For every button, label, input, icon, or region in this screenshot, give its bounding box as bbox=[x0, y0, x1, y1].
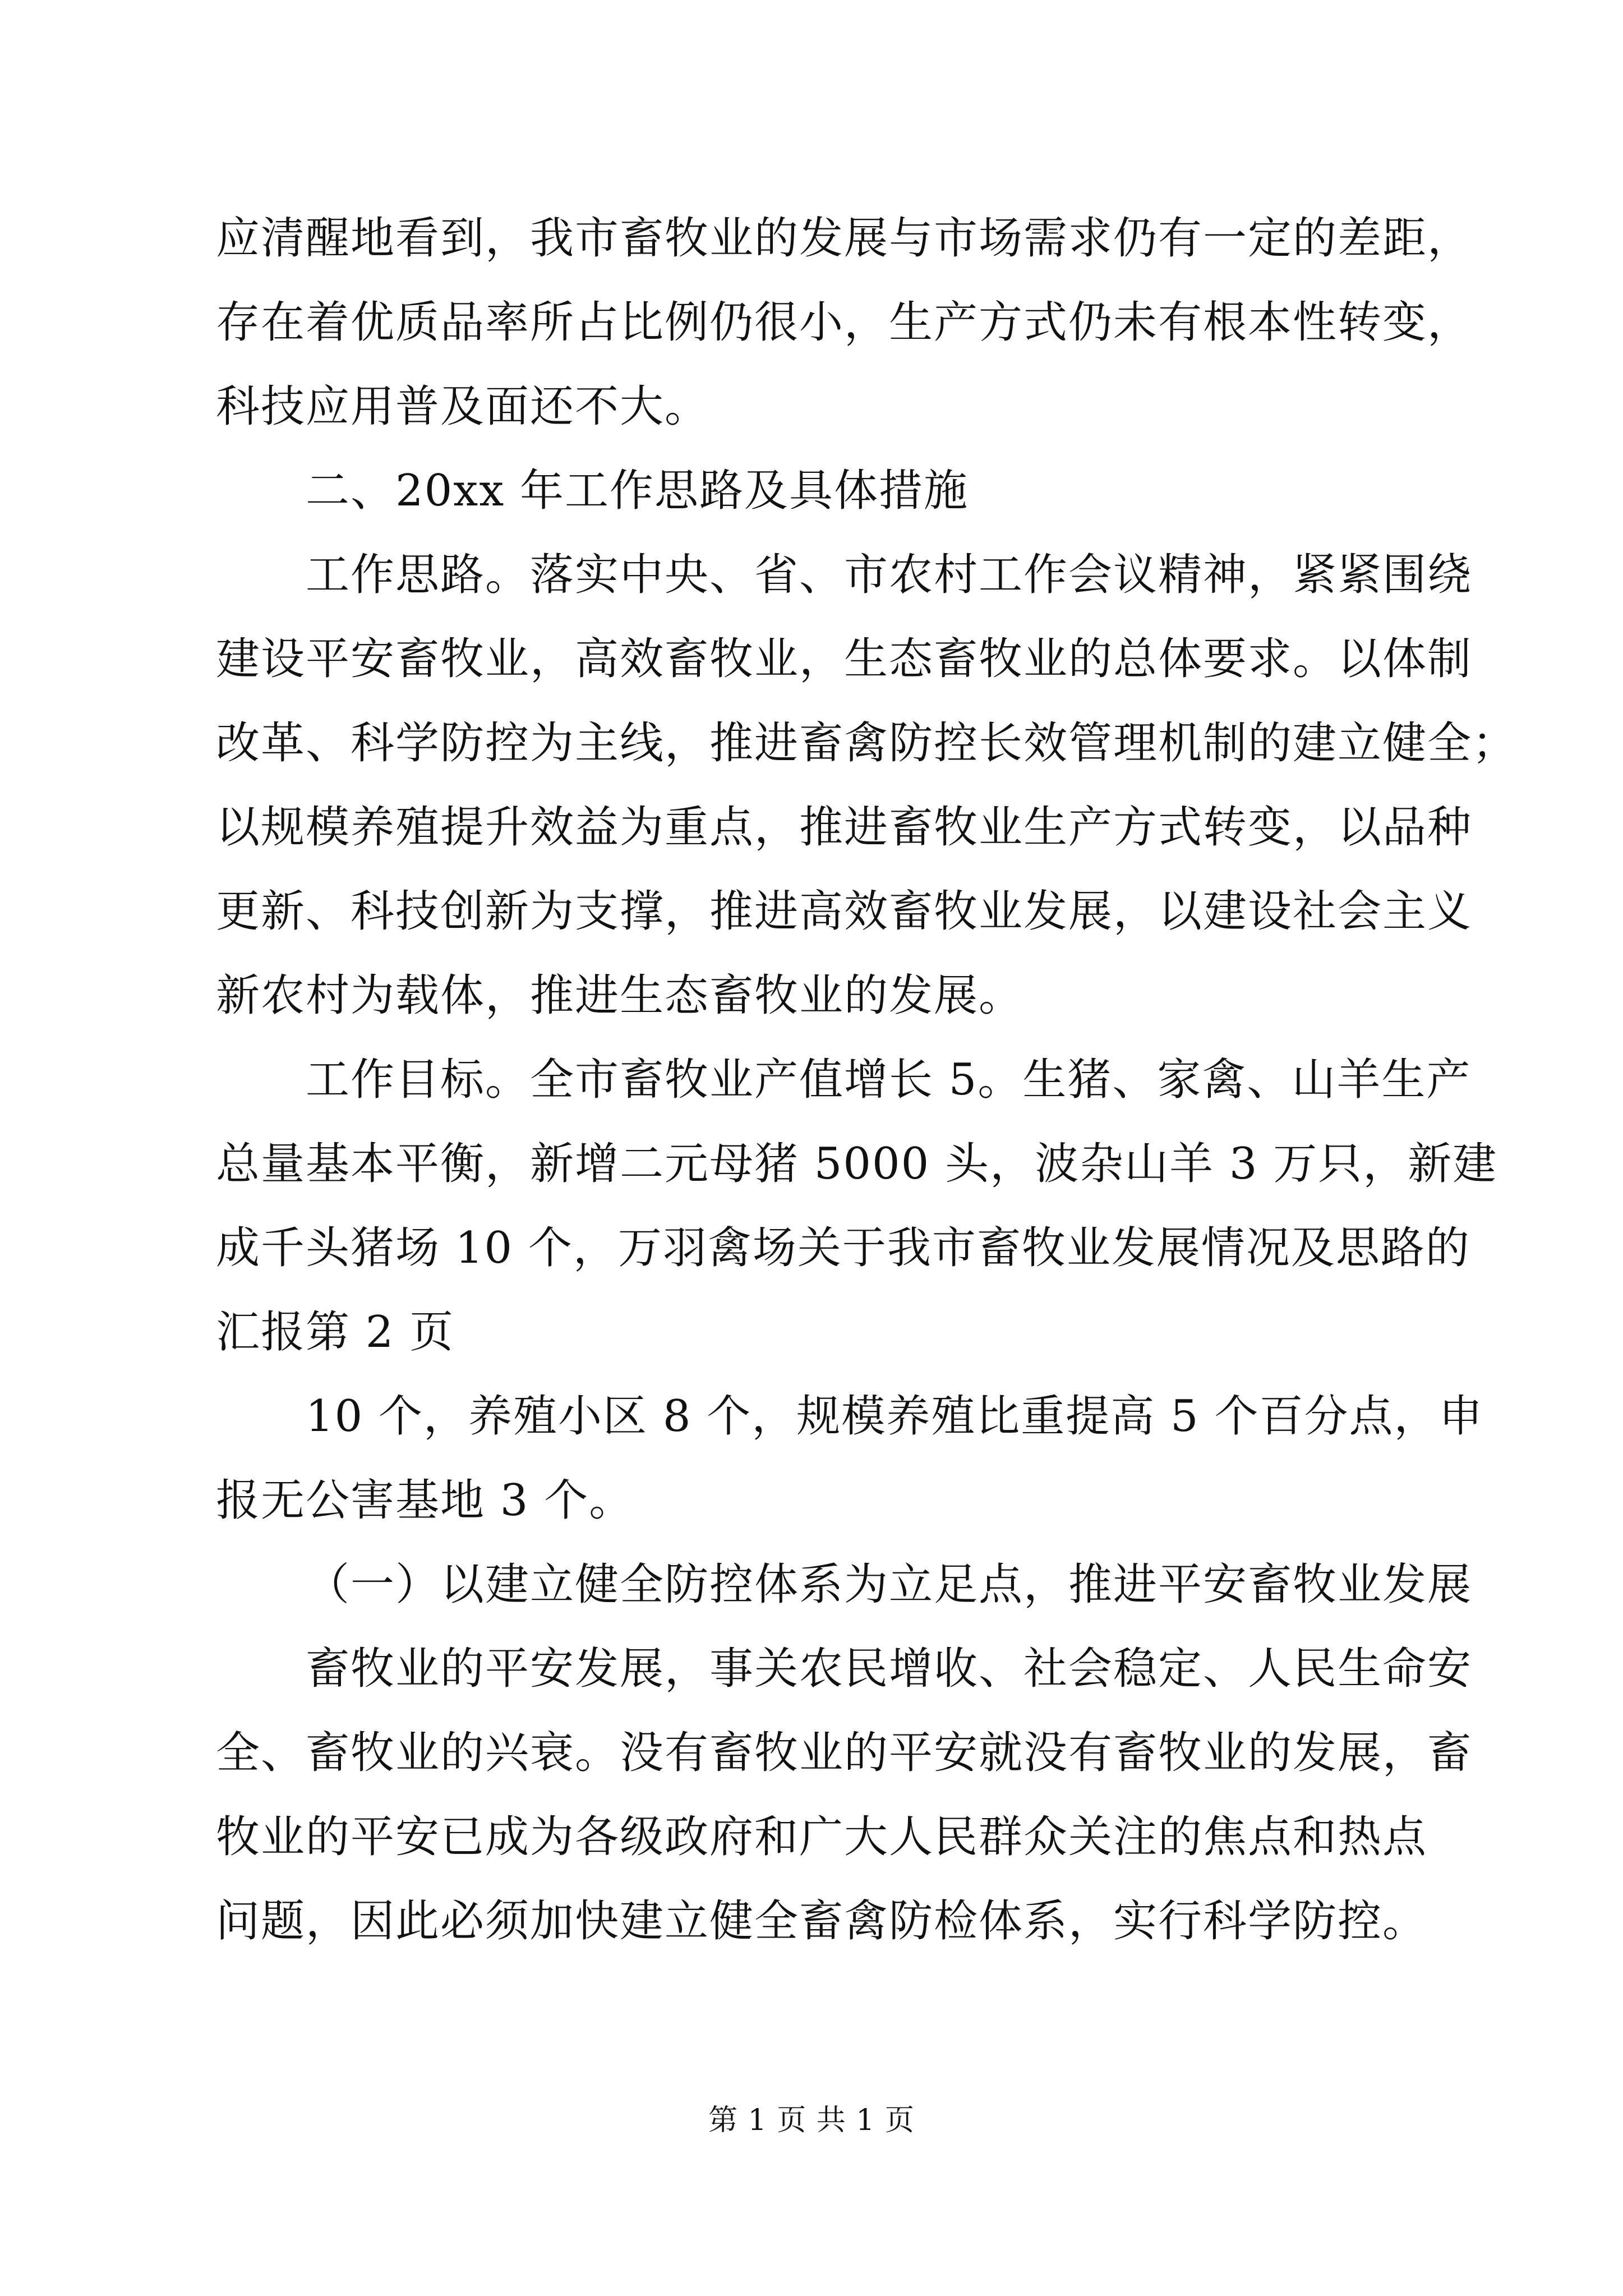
text-line: 以规模养殖提升效益为重点，推进畜牧业生产方式转变，以品种 bbox=[216, 802, 1473, 853]
text-line: 工作目标。全市畜牧业产值增长 5。生猪、家禽、山羊生产 bbox=[306, 1055, 1472, 1105]
text-line: 科技应用普及面还不大。 bbox=[216, 381, 710, 432]
text-line: 牧业的平安已成为各级政府和广大人民群众关注的焦点和热点 bbox=[216, 1812, 1428, 1862]
text-line: 改革、科学防控为主线，推进畜禽防控长效管理机制的建立健全； bbox=[216, 718, 1518, 769]
text-line: 新农村为载体，推进生态畜牧业的发展。 bbox=[216, 970, 1024, 1021]
section-heading: 二、20xx 年工作思路及具体措施 bbox=[306, 466, 969, 516]
text-line: 成千头猪场 10 个，万羽禽场关于我市畜牧业发展情况及思路的 bbox=[216, 1223, 1470, 1273]
document-body bbox=[216, 196, 1518, 1963]
page-footer: 第 1 页 共 1 页 bbox=[708, 2104, 915, 2137]
text-line: 总量基本平衡，新增二元母猪 5000 头，波杂山羊 3 万只，新建 bbox=[216, 1139, 1498, 1189]
text-line: 建设平安畜牧业，高效畜牧业，生态畜牧业的总体要求。以体制 bbox=[216, 634, 1473, 684]
text-line: 汇报第 2 页 bbox=[216, 1307, 455, 1358]
text-line: 全、畜牧业的兴衰。没有畜牧业的平安就没有畜牧业的发展，畜 bbox=[216, 1728, 1473, 1778]
text-line: 更新、科技创新为支撑，推进高效畜牧业发展，以建设社会主义 bbox=[216, 886, 1473, 937]
subsection-heading: （一）以建立健全防控体系为立足点，推进平安畜牧业发展 bbox=[306, 1559, 1473, 1610]
text-line: 报无公害基地 3 个。 bbox=[216, 1475, 634, 1526]
text-line: 10 个，养殖小区 8 个，规模养殖比重提高 5 个百分点，申 bbox=[306, 1391, 1484, 1442]
text-line: 工作思路。落实中央、省、市农村工作会议精神，紧紧围绕 bbox=[306, 550, 1473, 600]
text-line: 畜牧业的平安发展，事关农民增收、社会稳定、人民生命安 bbox=[306, 1644, 1473, 1694]
text-line: 应清醒地看到，我市畜牧业的发展与市场需求仍有一定的差距， bbox=[216, 213, 1473, 264]
text-line: 存在着优质品率所占比例仍很小，生产方式仍未有根本性转变， bbox=[216, 297, 1473, 348]
text-line: 问题，因此必须加快建立健全畜禽防检体系，实行科学防控。 bbox=[216, 1896, 1428, 1947]
